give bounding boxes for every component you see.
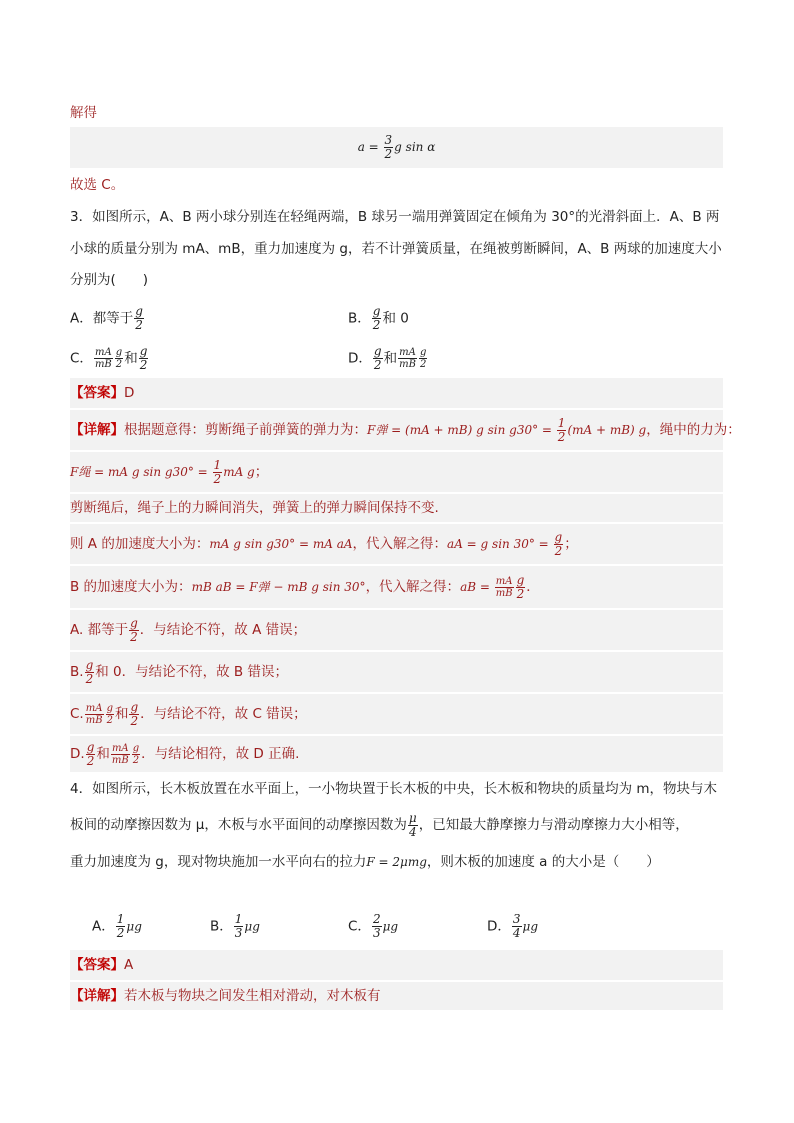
formula-eq: = [364, 140, 383, 154]
frac-num: g [132, 742, 140, 754]
frac-num: g [86, 739, 95, 754]
frac-den: 4 [408, 824, 417, 839]
frac-den: 2 [419, 359, 427, 370]
frac-den: 3 [372, 926, 381, 940]
q3-option-b-label: B． [348, 310, 371, 327]
q4-line-2 [70, 808, 723, 842]
frac-den: 2 [139, 358, 148, 372]
frac-den: 2 [130, 713, 139, 728]
answer-tag: 【答案】 [70, 385, 124, 401]
frac-num: 3 [384, 132, 393, 147]
frac-g-over-2 [129, 701, 139, 728]
mu-g: μg [382, 919, 399, 934]
eval-label: A. 都等于 [70, 622, 129, 638]
formula-b-accel: mB aB = F弹 − mB g sin 30° [191, 580, 366, 594]
formula-lhs: a [357, 140, 365, 154]
q4-line-3 [70, 852, 723, 872]
frac-den: 2 [372, 318, 381, 332]
q3-option-d [348, 345, 428, 372]
frac-ma-over-mb [94, 347, 113, 370]
detail-text: B 的加速度大小为： [70, 579, 192, 595]
frac-den: mB [495, 587, 513, 599]
q3-eval-d [70, 736, 723, 772]
frac-num: mA [495, 575, 513, 587]
q3-line-3: 分别为( ) [70, 272, 149, 288]
frac-num: g [130, 699, 139, 714]
frac-g-over-2 [86, 741, 96, 768]
frac-g-over-2 [115, 347, 123, 370]
answer-value: D [124, 385, 135, 401]
mu-g: μg [522, 919, 539, 934]
frac-num: 1 [234, 912, 243, 926]
formula-rope-force: F绳 = mA g sin g30° = [70, 465, 212, 479]
q3-option-a [70, 305, 145, 332]
q3-detail-line-3: 剪断绳后，绳子上的力瞬间消失，弹簧上的弹力瞬间保持不变. [70, 494, 723, 522]
frac-den: mB [94, 359, 112, 370]
formula-spring-force-tail: (mA + mB) g [567, 423, 647, 437]
frac-ma-over-mb [85, 703, 104, 726]
q4-option-d [487, 913, 538, 940]
detail-text: 根据题意得：剪断绳子前弹簧的弹力为： [124, 422, 367, 438]
eval-tail: ．与结论不符，故 A 错误； [139, 622, 307, 638]
frac-g-over-2 [129, 617, 139, 644]
q3-eval-a [70, 610, 723, 650]
q4-line-3-a: 重力加速度为 g，现对物块施加一水平向右的拉力 [70, 854, 367, 870]
q4-detail [70, 982, 723, 1010]
q3-option-b-tail: 和 0 [382, 310, 409, 327]
formula-b-result: aB = [460, 580, 494, 594]
frac-g-over-2 [132, 743, 140, 766]
frac-g-over-2 [373, 345, 383, 372]
q3-detail-line-5 [70, 566, 723, 608]
q4-line-2-a: 板间的动摩擦因数为 μ，木板与水平面间的动摩擦因数为 [70, 817, 407, 833]
frac-g-over-2 [554, 531, 564, 558]
answer-tag: 【答案】 [70, 957, 124, 973]
q4-option-d-label: D． [487, 918, 511, 935]
formula-block [70, 127, 723, 168]
frac-ma-over-mb [398, 347, 417, 370]
frac-num: g [135, 304, 143, 318]
mu-g: μg [126, 919, 142, 934]
frac-den: 2 [557, 429, 566, 444]
frac-num: g [130, 615, 138, 630]
formula-force: F = 2μmg [366, 855, 427, 869]
q4-option-a [92, 913, 142, 940]
detail-end: ． [526, 579, 540, 595]
frac-num: g [139, 344, 148, 358]
q3-option-d-mid: 和 [383, 350, 398, 367]
q4-option-c [348, 913, 398, 940]
frac-num: mA [95, 347, 112, 358]
q4-option-c-label: C． [348, 918, 371, 935]
frac-den: 2 [373, 358, 382, 372]
frac-den: mB [399, 359, 416, 370]
frac-ma-over-mb [495, 576, 514, 599]
formula-rhs: g sin α [394, 140, 436, 154]
q3-option-a-label: A．都等于 [70, 310, 134, 327]
frac-den: 2 [85, 671, 94, 686]
frac-den: 2 [130, 629, 138, 644]
frac-num: 1 [116, 912, 125, 926]
q3-line-1: 3．如图所示，A、B 两小球分别连在轻绳两端，B 球另一端用弹簧固定在倾角为 30°的光滑斜面上．A、B 两 [70, 209, 720, 225]
q3-option-c-mid: 和 [124, 350, 138, 367]
detail-text: 则 A 的加速度大小为： [70, 536, 210, 552]
formula-a-accel: mA g sin g30° = mA aA [209, 537, 353, 551]
formula-spring-force: F弹 = (mA + mB) g sin g30° = [367, 423, 556, 437]
q4-option-b [210, 913, 260, 940]
detail-tail: ； [254, 464, 269, 480]
frac-g-over-2 [516, 574, 526, 601]
detail-tail: ，绳中的力为： [646, 422, 741, 438]
frac-num: g [115, 347, 123, 358]
frac-den: 2 [116, 926, 125, 940]
q3-option-d-label: D． [348, 350, 372, 367]
frac-half [557, 417, 567, 444]
frac-num: mA [85, 702, 103, 714]
frac-one-half [116, 913, 126, 940]
detail-mid: ，代入解之得： [352, 536, 448, 552]
eval-tail: 和 0．与结论不符，故 B 错误； [95, 664, 288, 680]
frac-ma-over-mb [111, 743, 130, 766]
frac-den: 2 [554, 543, 563, 558]
eval-tail: ．与结论相符，故 D 正确. [141, 746, 300, 762]
eval-mid: 和 [96, 746, 110, 762]
frac-g-over-2 [372, 305, 382, 332]
formula-a-result: aA = g sin 30° = [447, 537, 553, 551]
frac-g-over-2 [106, 703, 114, 726]
choose-c-text: 故选 C。 [70, 177, 125, 193]
q4-option-b-label: B． [210, 918, 233, 935]
formula-rope-force-tail: mA g [223, 465, 255, 479]
eval-label: C. [70, 706, 84, 722]
frac-num: 1 [557, 415, 566, 430]
frac-half [213, 459, 223, 486]
frac-den: 2 [516, 586, 525, 601]
q3-detail-line-1 [70, 410, 741, 450]
frac-mu-over-4 [408, 812, 418, 839]
jiede-text: 解得 [70, 105, 97, 121]
frac-den: 2 [115, 359, 123, 370]
frac-num: g [85, 657, 94, 672]
frac-den: 2 [213, 471, 222, 486]
frac-three-quarters [512, 913, 522, 940]
q4-option-a-label: A． [92, 918, 115, 935]
frac-den: mB [85, 714, 103, 726]
mu-g: μg [244, 919, 260, 934]
frac-num: 3 [512, 912, 521, 926]
frac-num: mA [399, 347, 416, 358]
frac-num: g [106, 702, 113, 714]
frac-den: 2 [106, 714, 113, 726]
frac-den: mB [111, 754, 129, 766]
frac-two-thirds [372, 913, 382, 940]
frac-num: 2 [372, 912, 381, 926]
detail-tag: 【详解】 [70, 988, 124, 1004]
q3-detail-line-2 [70, 452, 723, 492]
frac-den: 2 [135, 318, 143, 332]
q3-eval-b [70, 652, 723, 692]
frac-den: 2 [86, 753, 95, 768]
frac-den: 2 [132, 754, 140, 766]
q4-answer [70, 950, 723, 980]
q3-eval-c [70, 694, 723, 734]
q3-line-2: 小球的质量分别为 mA、mB，重力加速度为 g，若不计弹簧质量，在绳被剪断瞬间，A、B 两球的加速度大小 [70, 241, 722, 257]
q3-option-b [348, 305, 409, 332]
q4-line-1: 4．如图所示，长木板放置在水平面上，一小物块置于长木板的中央，长木板和物块的质量均为 m，物块与木 [70, 781, 718, 797]
q4-line-2-b: ，已知最大静摩擦力与滑动摩擦力大小相等， [418, 817, 689, 833]
eval-mid: 和 [114, 706, 129, 722]
eval-label: D. [70, 746, 85, 762]
frac-num: 1 [213, 457, 222, 472]
frac-num: g [373, 344, 382, 358]
frac-num: μ [408, 810, 417, 825]
detail-end: ； [564, 536, 578, 552]
q3-answer [70, 378, 723, 408]
detail-mid: ，代入解之得： [365, 579, 461, 595]
detail-tag: 【详解】 [70, 422, 124, 438]
frac-num: g [372, 304, 381, 318]
frac-g-over-2 [85, 659, 95, 686]
eval-label: B. [70, 664, 84, 680]
detail-text: 若木板与物块之间发生相对滑动，对木板有 [124, 988, 381, 1004]
frac-g-over-2 [134, 305, 144, 332]
frac-num: g [554, 529, 563, 544]
frac-den: 2 [384, 146, 393, 161]
frac-g-over-2 [139, 345, 149, 372]
q3-detail-line-4 [70, 524, 723, 564]
q4-line-3-b: ，则木板的加速度 a 的大小是（ ） [426, 854, 660, 870]
frac-num: g [516, 572, 525, 587]
frac-one-third [234, 913, 244, 940]
frac-g-over-2 [419, 347, 427, 370]
q3-option-c [70, 345, 149, 372]
frac-den: 4 [512, 926, 521, 940]
fraction-three-halves [384, 134, 394, 161]
frac-num: g [419, 347, 427, 358]
answer-value: A [124, 957, 134, 973]
eval-tail: ．与结论不符，故 C 错误； [140, 706, 307, 722]
frac-num: mA [111, 742, 129, 754]
frac-den: 3 [234, 926, 243, 940]
q3-option-c-label: C． [70, 350, 93, 367]
